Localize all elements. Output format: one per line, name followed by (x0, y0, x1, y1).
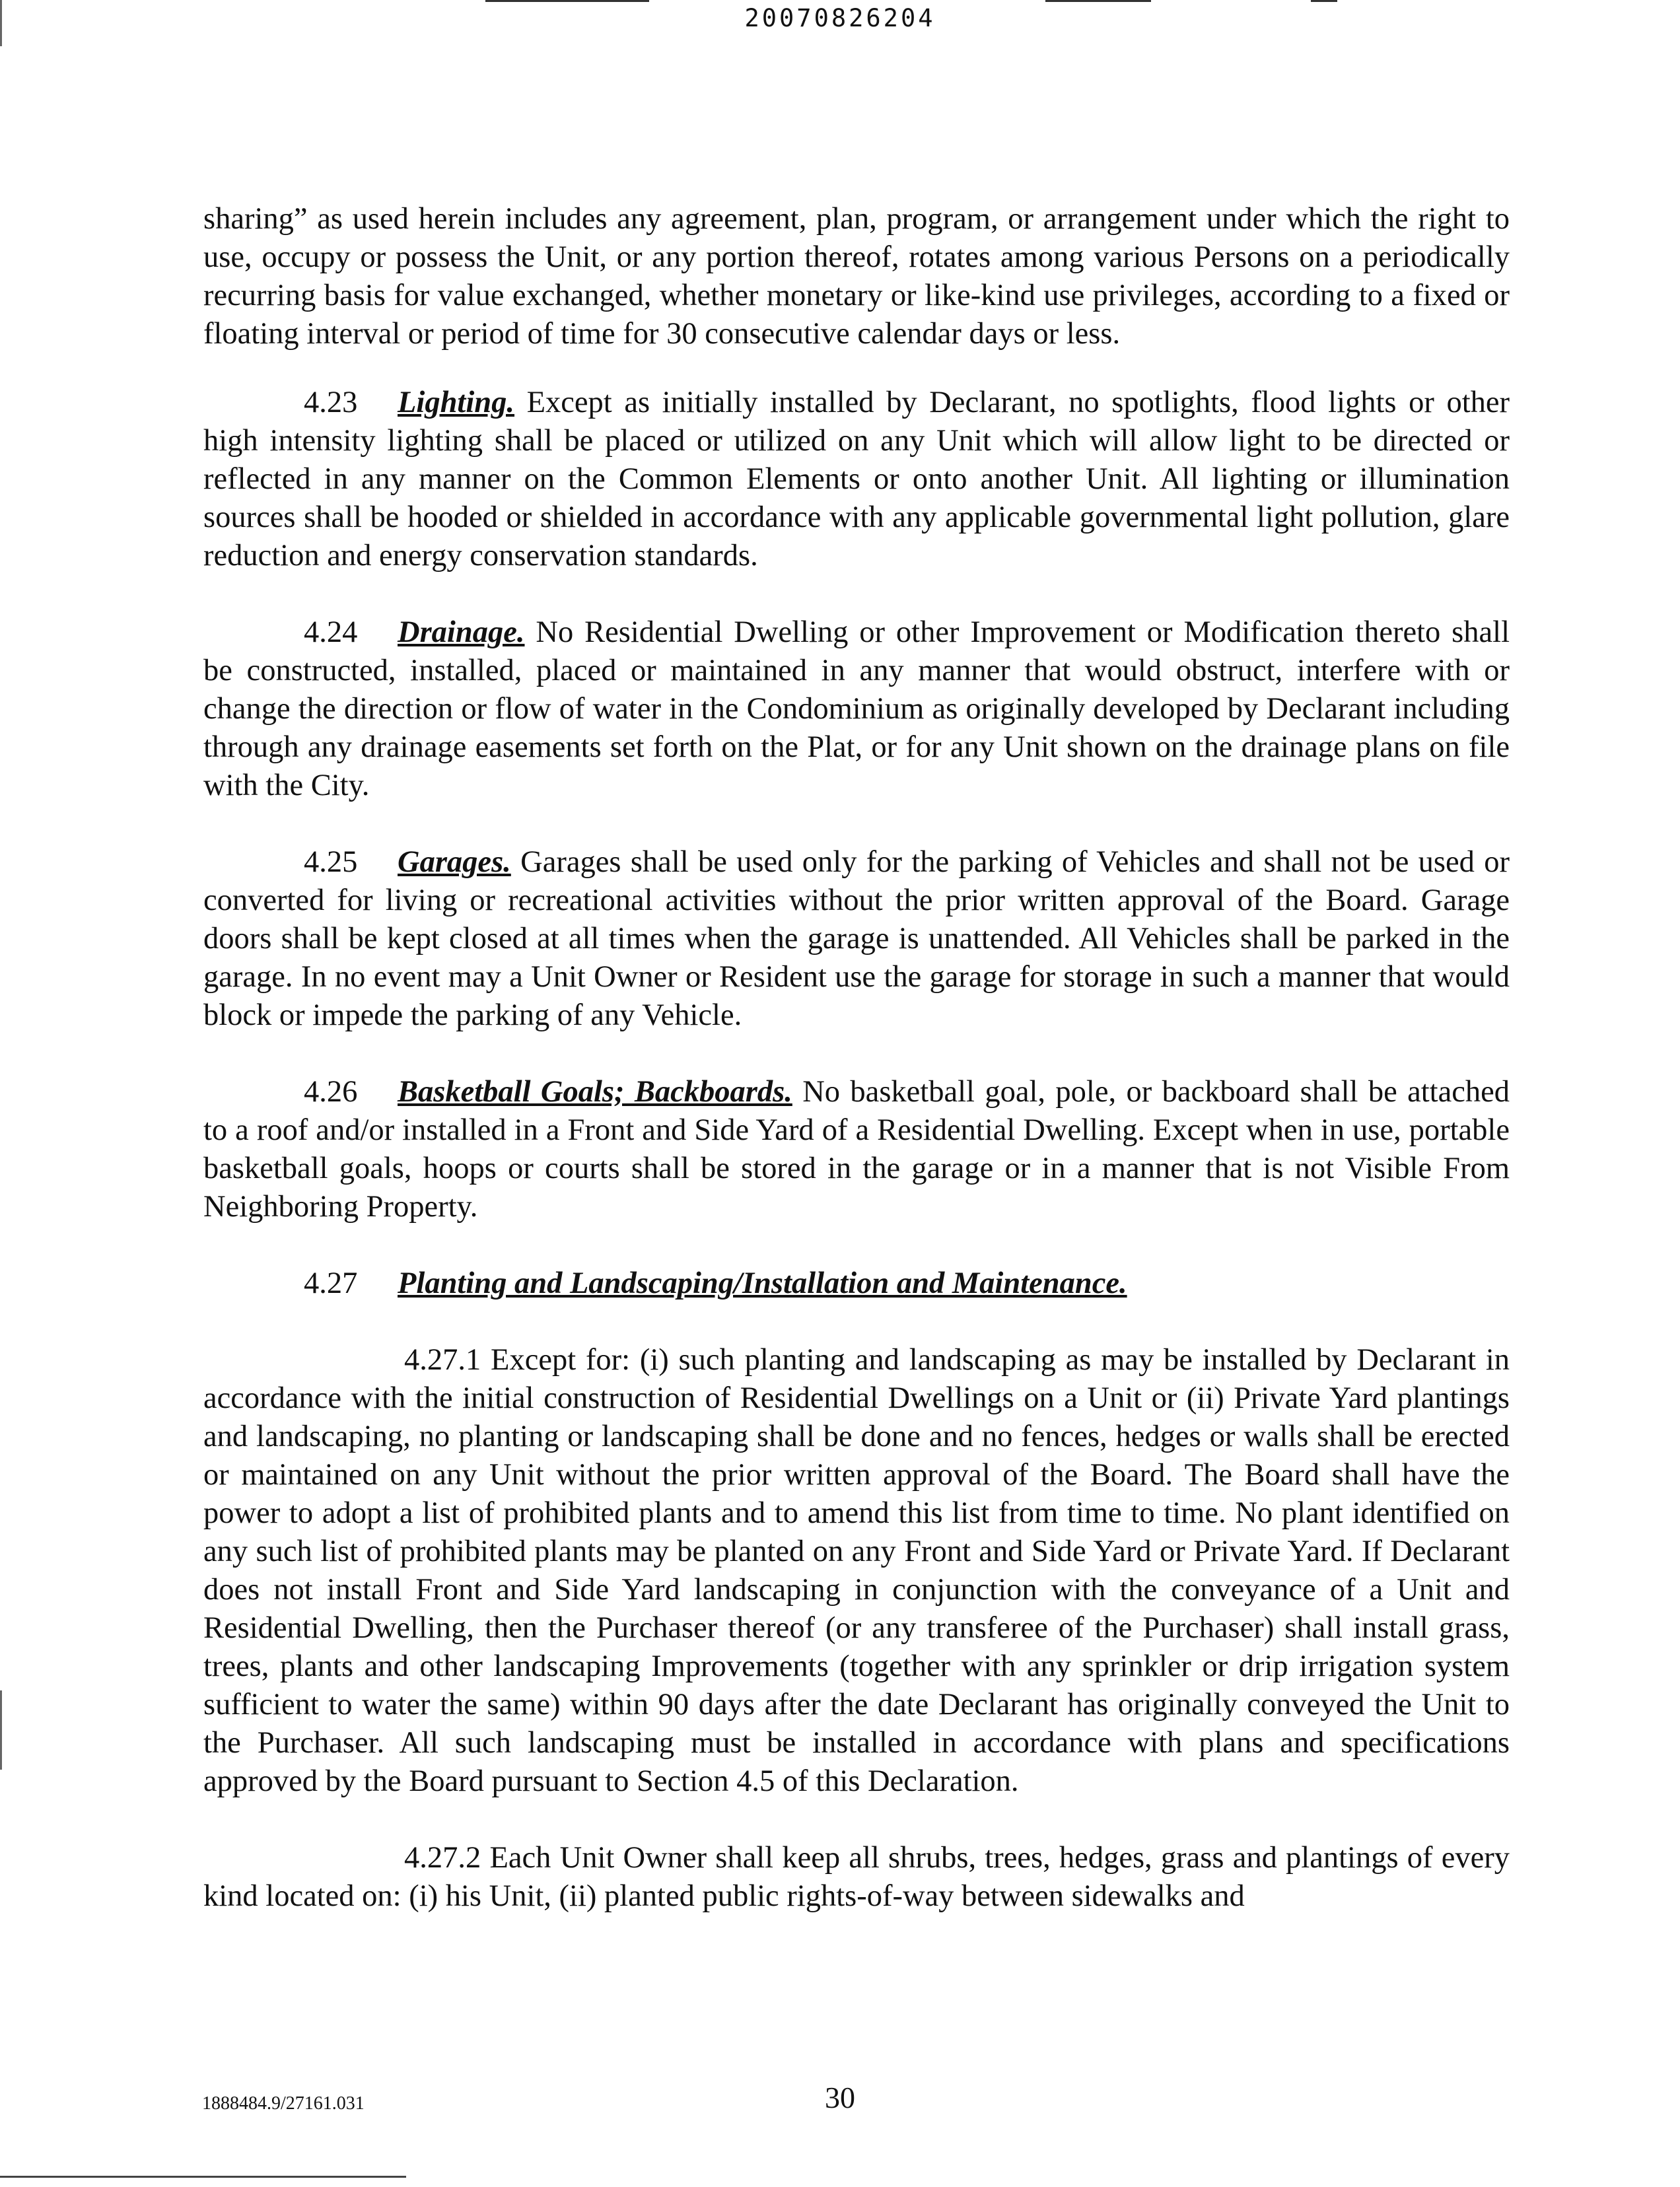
section-4-25 (203, 843, 1510, 1035)
section-title: Lighting. (398, 386, 515, 419)
header-rule-right (1045, 0, 1151, 2)
section-number: 4.26 (304, 1075, 358, 1109)
footer-rule (0, 2176, 406, 2178)
header-rule-far-right (1311, 0, 1337, 2)
subsection-4-27-1: 4.27.1 Except for: (i) such planting and landscaping as may be installed by Declarant in accordance with the initial construction of Residential Dwellings on a Unit or (ii) Private Yard plantings and landscaping, no planting or landscaping shall be done and no fences, hedges or walls shall be erected or maintained on any Unit without the prior written approval of the Board. The Board shall have the power to adopt a list of prohibited plants and to amend this list from time to time. No plant identified on any such list of prohibited plants may be planted on any Front and Side Yard or Private Yard. If Declarant does not install Front and Side Yard landscaping in conjunction with the conveyance of a Unit and Residential Dwelling, then the Purchaser thereof (or any transferee of the Purchaser) shall install grass, trees, plants and other landscaping Improvements (together with any sprinkler or drip irrigation system sufficient to water the same) within 90 days after the date Declarant has originally conveyed the Unit to the Purchaser. All such landscaping must be installed in accordance with plans and specifications approved by the Board pursuant to Section 4.5 of this Declaration. (203, 1343, 1510, 1798)
section-4-23 (203, 384, 1510, 575)
page-number: 30 (825, 2081, 855, 2114)
section-4-24 (203, 613, 1510, 805)
section-number: 4.25 (304, 845, 358, 879)
section-title: Garages. (398, 845, 511, 879)
section-4-26 (203, 1073, 1510, 1226)
subsection-4-27-2: 4.27.2 Each Unit Owner shall keep all shrubs, trees, hedges, grass and plantings of every kind located on: (i) his Unit, (ii) planted public rights-of-way between sidewalks and (203, 1841, 1510, 1913)
section-number: 4.24 (304, 615, 358, 649)
section-title: Basketball Goals; Backboards. (398, 1075, 792, 1109)
section-number: 4.27 (304, 1267, 358, 1300)
section-text: No Residential Dwelling or other Improvement or Modification thereto shall be constructed, installed, placed or maintained in any manner that would obstruct, interfere with or change the direction or flow of water in the Condominium as originally developed by Declarant including through any drainage easements set forth on the Plat, or for any Unit shown on the drainage plans on file with the City. (203, 615, 1510, 802)
section-text: No basketball goal, pole, or backboard shall be attached to a roof and/or installed in a Front and Side Yard of a Residential Dwelling. Except when in use, portable basketball goals, hoops or courts shall be stored in the garage or in a manner that is not Visible From Neighboring Property. (203, 1075, 1510, 1224)
footer-document-id: 1888484.9/27161.031 (202, 2093, 365, 2114)
document-number: 20070826204 (744, 4, 936, 32)
header-rule-left (485, 0, 649, 2)
scan-edge-mark-lower (0, 1690, 2, 1770)
section-text: Garages shall be used only for the parking of Vehicles and shall not be used or converted for living or recreational activities without the prior written approval of the Board. Garage doors shall be kept closed at all times when the garage is unattended. All Vehicles shall be parked in the garage. In no event may a Unit Owner or Resident use the garage for storage in such a manner that would block or impede the parking of any Vehicle. (203, 845, 1510, 1032)
section-text: Except as initially installed by Declarant, no spotlights, flood lights or other high intensity lighting shall be placed or utilized on any Unit which will allow light to be directed or reflected in any manner on the Common Elements or onto another Unit. All lighting or illumination sources shall be hooded or shielded in accordance with any applicable governmental light pollution, glare reduction and energy conservation standards. (203, 386, 1510, 573)
document-body (203, 200, 1510, 1954)
section-title: Drainage. (398, 615, 525, 649)
section-title: Planting and Landscaping/Installation and Maintenance. (398, 1267, 1127, 1300)
section-4-27 (203, 1265, 1510, 1303)
intro-paragraph: sharing” as used herein includes any agreement, plan, program, or arrangement under which the right to use, occupy or possess the Unit, or any portion thereof, rotates among various Persons on a periodically recurring basis for value exchanged, whether monetary or like-kind use privileges, according to a fixed or floating interval or period of time for 30 consecutive calendar days or less. (203, 202, 1510, 351)
section-number: 4.23 (304, 386, 358, 419)
